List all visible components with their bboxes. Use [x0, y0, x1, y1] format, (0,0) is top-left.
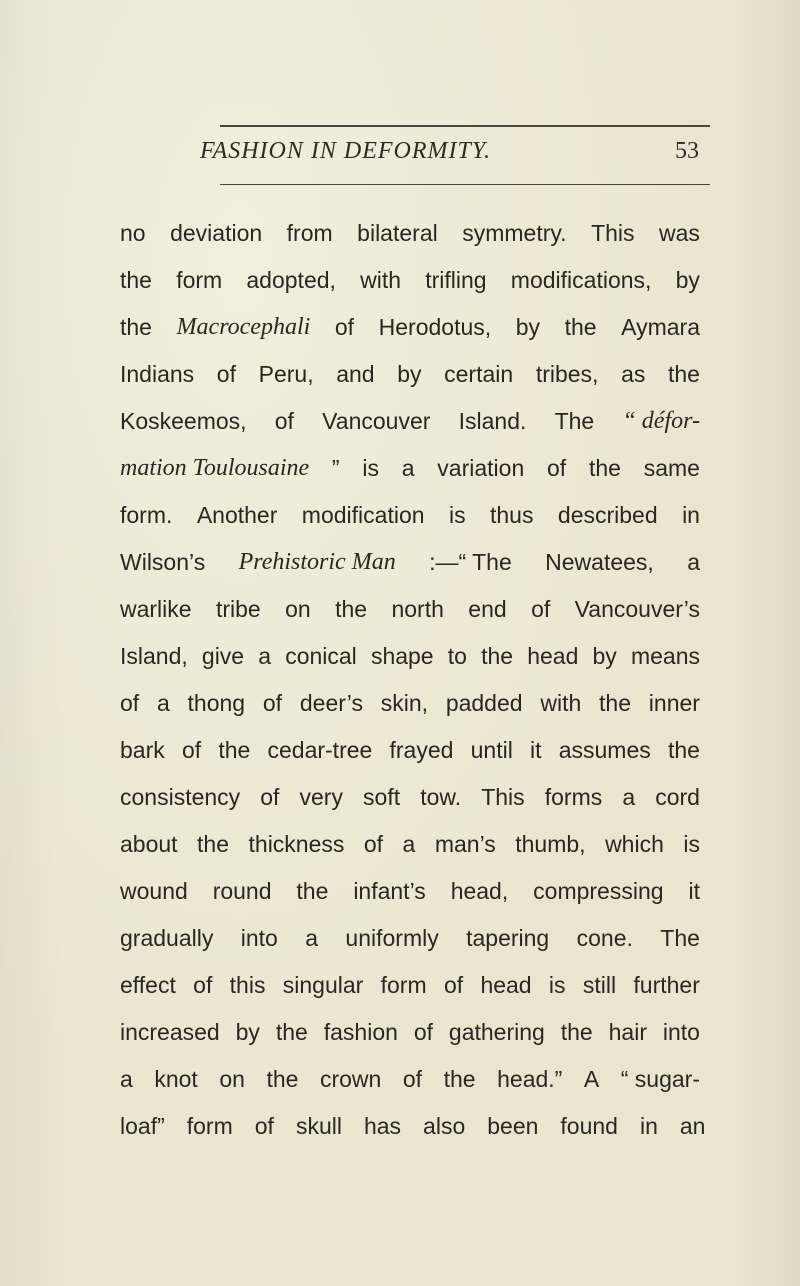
italic-term: Prehistoric Man — [238, 549, 396, 575]
word: “ sugar- — [620, 1066, 700, 1092]
word: of — [260, 784, 280, 810]
text-line — [120, 868, 700, 915]
word: of — [402, 1066, 423, 1092]
word: The — [660, 925, 700, 951]
word: the — [667, 737, 700, 763]
word: Peru, — [258, 361, 314, 387]
italic-term: Macrocephali — [176, 314, 311, 340]
word: of — [363, 831, 384, 857]
body-text — [120, 210, 706, 1150]
word: a — [401, 455, 415, 481]
word: tapering — [466, 925, 550, 951]
word: it — [530, 737, 542, 763]
word: This — [481, 784, 525, 810]
word: padded — [445, 690, 523, 716]
word: was — [659, 220, 700, 246]
word: the — [668, 361, 700, 387]
header-rule-bottom — [220, 184, 710, 185]
text-line — [120, 1103, 706, 1150]
word: of — [274, 408, 294, 434]
word: until — [470, 737, 513, 763]
text-line — [120, 445, 700, 492]
word: with — [540, 690, 582, 716]
text-line — [120, 539, 700, 586]
word: form — [380, 972, 427, 998]
page-number: 53 — [675, 138, 699, 164]
word: compressing — [533, 878, 664, 904]
word: frayed — [389, 737, 454, 763]
word: a — [622, 784, 636, 810]
text-line — [120, 1009, 700, 1056]
word: modifications, — [510, 267, 652, 293]
word: Vancouver — [322, 408, 431, 434]
word: no — [120, 220, 146, 246]
word: an — [679, 1113, 706, 1139]
word: cedar-tree — [267, 737, 373, 763]
word: the — [275, 1019, 308, 1045]
italic-term: “ défor- — [622, 408, 700, 434]
word: This — [591, 220, 635, 246]
word: the — [443, 1066, 476, 1092]
word: same — [643, 455, 700, 481]
word: deviation — [170, 220, 263, 246]
word: as — [621, 361, 646, 387]
word: increased — [120, 1019, 220, 1045]
word: the — [564, 314, 597, 340]
word: form — [176, 267, 223, 293]
word: is — [548, 972, 566, 998]
word: of — [254, 1113, 274, 1139]
word: by — [397, 361, 422, 387]
word: about — [120, 831, 178, 857]
word: by — [515, 314, 541, 340]
word: trifling — [425, 267, 487, 293]
word: gathering — [448, 1019, 545, 1045]
word: head — [480, 972, 532, 998]
word: cord — [655, 784, 700, 810]
word: the — [218, 737, 251, 763]
word: with — [360, 267, 402, 293]
word: Indians — [120, 361, 195, 387]
word: which — [605, 831, 664, 857]
word: wound — [120, 878, 188, 904]
word: found — [560, 1113, 618, 1139]
word: man’s — [434, 831, 496, 857]
word: a — [258, 643, 272, 669]
word: also — [423, 1113, 466, 1139]
word: warlike — [120, 596, 192, 622]
word: in — [682, 502, 700, 528]
word: of — [334, 314, 355, 340]
word: form — [186, 1113, 233, 1139]
word: the — [120, 314, 152, 340]
word: on — [285, 596, 311, 622]
word: thong — [187, 690, 246, 716]
word: adopted, — [246, 267, 336, 293]
word: of — [531, 596, 551, 622]
word: knot — [154, 1066, 198, 1092]
word: Another — [196, 502, 278, 528]
word: inner — [648, 690, 700, 716]
word: gradually — [120, 925, 214, 951]
word: has — [363, 1113, 402, 1139]
text-line — [120, 210, 700, 257]
word: of — [193, 972, 213, 998]
word: loaf” — [120, 1113, 165, 1139]
word: uniformly — [345, 925, 439, 951]
word: Island. — [458, 408, 527, 434]
word: Wilson’s — [120, 549, 206, 575]
word: bilateral — [357, 220, 438, 246]
word: tow. — [420, 784, 462, 810]
word: skull — [295, 1113, 342, 1139]
word: shape — [370, 643, 434, 669]
text-line — [120, 257, 700, 304]
word: the — [599, 690, 632, 716]
word: still — [582, 972, 617, 998]
word: infant’s — [353, 878, 426, 904]
word: of — [413, 1019, 433, 1045]
word: conical — [285, 643, 357, 669]
word: the — [560, 1019, 593, 1045]
text-line — [120, 492, 700, 539]
word: further — [633, 972, 700, 998]
word: head, — [450, 878, 509, 904]
word: cone. — [576, 925, 633, 951]
word: to — [447, 643, 467, 669]
word: of — [443, 972, 464, 998]
word: bark — [120, 737, 165, 763]
word: the — [588, 455, 621, 481]
word: deer’s — [299, 690, 363, 716]
word: of — [216, 361, 236, 387]
word: in — [639, 1113, 658, 1139]
word: of — [181, 737, 202, 763]
word: soft — [363, 784, 401, 810]
word: Vancouver’s — [574, 596, 700, 622]
word: consistency — [120, 784, 241, 810]
text-line — [120, 304, 700, 351]
word: by — [235, 1019, 260, 1045]
word: described — [557, 502, 658, 528]
word: it — [688, 878, 700, 904]
word: from — [286, 220, 333, 246]
word: the — [120, 267, 152, 293]
word: round — [212, 878, 272, 904]
word: of — [262, 690, 283, 716]
word: The — [554, 408, 595, 434]
word: :—“ The — [429, 549, 512, 575]
word: a — [402, 831, 416, 857]
word: thus — [490, 502, 534, 528]
word: Island, — [120, 643, 188, 669]
word: certain — [444, 361, 514, 387]
word: assumes — [558, 737, 651, 763]
word: the — [481, 643, 514, 669]
word: been — [487, 1113, 539, 1139]
text-line — [120, 351, 700, 398]
word: is — [683, 831, 700, 857]
word: the — [296, 878, 329, 904]
word: fashion — [323, 1019, 398, 1045]
word: head.” — [497, 1066, 563, 1092]
text-line — [120, 962, 700, 1009]
word: Aymara — [621, 314, 700, 340]
text-line — [120, 680, 700, 727]
word: by — [592, 643, 617, 669]
word: means — [630, 643, 700, 669]
text-line — [120, 398, 700, 445]
word: singular — [282, 972, 364, 998]
word: modification — [301, 502, 425, 528]
italic-term: mation Toulousaine — [120, 455, 310, 481]
word: head — [527, 643, 579, 669]
word: end — [468, 596, 507, 622]
header-rule-top — [220, 125, 710, 127]
running-head: FASHION IN DEFORMITY. — [200, 138, 492, 164]
word: tribe — [215, 596, 261, 622]
text-line — [120, 633, 700, 680]
word: tribes, — [535, 361, 599, 387]
word: effect — [120, 972, 176, 998]
word: hair — [608, 1019, 647, 1045]
word: of — [547, 455, 567, 481]
word: is — [362, 455, 379, 481]
word: and — [336, 361, 375, 387]
text-line — [120, 774, 700, 821]
word: ” — [331, 455, 340, 481]
word: is — [448, 502, 466, 528]
word: skin, — [380, 690, 429, 716]
word: this — [229, 972, 266, 998]
word: of — [120, 690, 140, 716]
word: give — [201, 643, 245, 669]
word: a — [687, 549, 700, 575]
word: very — [299, 784, 343, 810]
word: the — [197, 831, 230, 857]
word: Koskeemos, — [120, 408, 247, 434]
text-line — [120, 821, 700, 868]
word: Newatees, — [545, 549, 654, 575]
text-line — [120, 915, 700, 962]
word: the — [266, 1066, 299, 1092]
word: thickness — [248, 831, 345, 857]
word: north — [391, 596, 444, 622]
word: on — [219, 1066, 245, 1092]
word: a — [156, 690, 170, 716]
word: the — [335, 596, 368, 622]
word: form. — [120, 502, 173, 528]
word: into — [240, 925, 278, 951]
word: A — [583, 1066, 600, 1092]
word: forms — [544, 784, 603, 810]
text-line — [120, 727, 700, 774]
word: symmetry. — [462, 220, 567, 246]
word: by — [675, 267, 700, 293]
word: thumb, — [515, 831, 586, 857]
word: Herodotus, — [378, 314, 492, 340]
text-line — [120, 586, 700, 633]
word: a — [305, 925, 319, 951]
word: a — [120, 1066, 133, 1092]
word: crown — [319, 1066, 382, 1092]
word: variation — [437, 455, 525, 481]
word: into — [662, 1019, 700, 1045]
text-line — [120, 1056, 700, 1103]
